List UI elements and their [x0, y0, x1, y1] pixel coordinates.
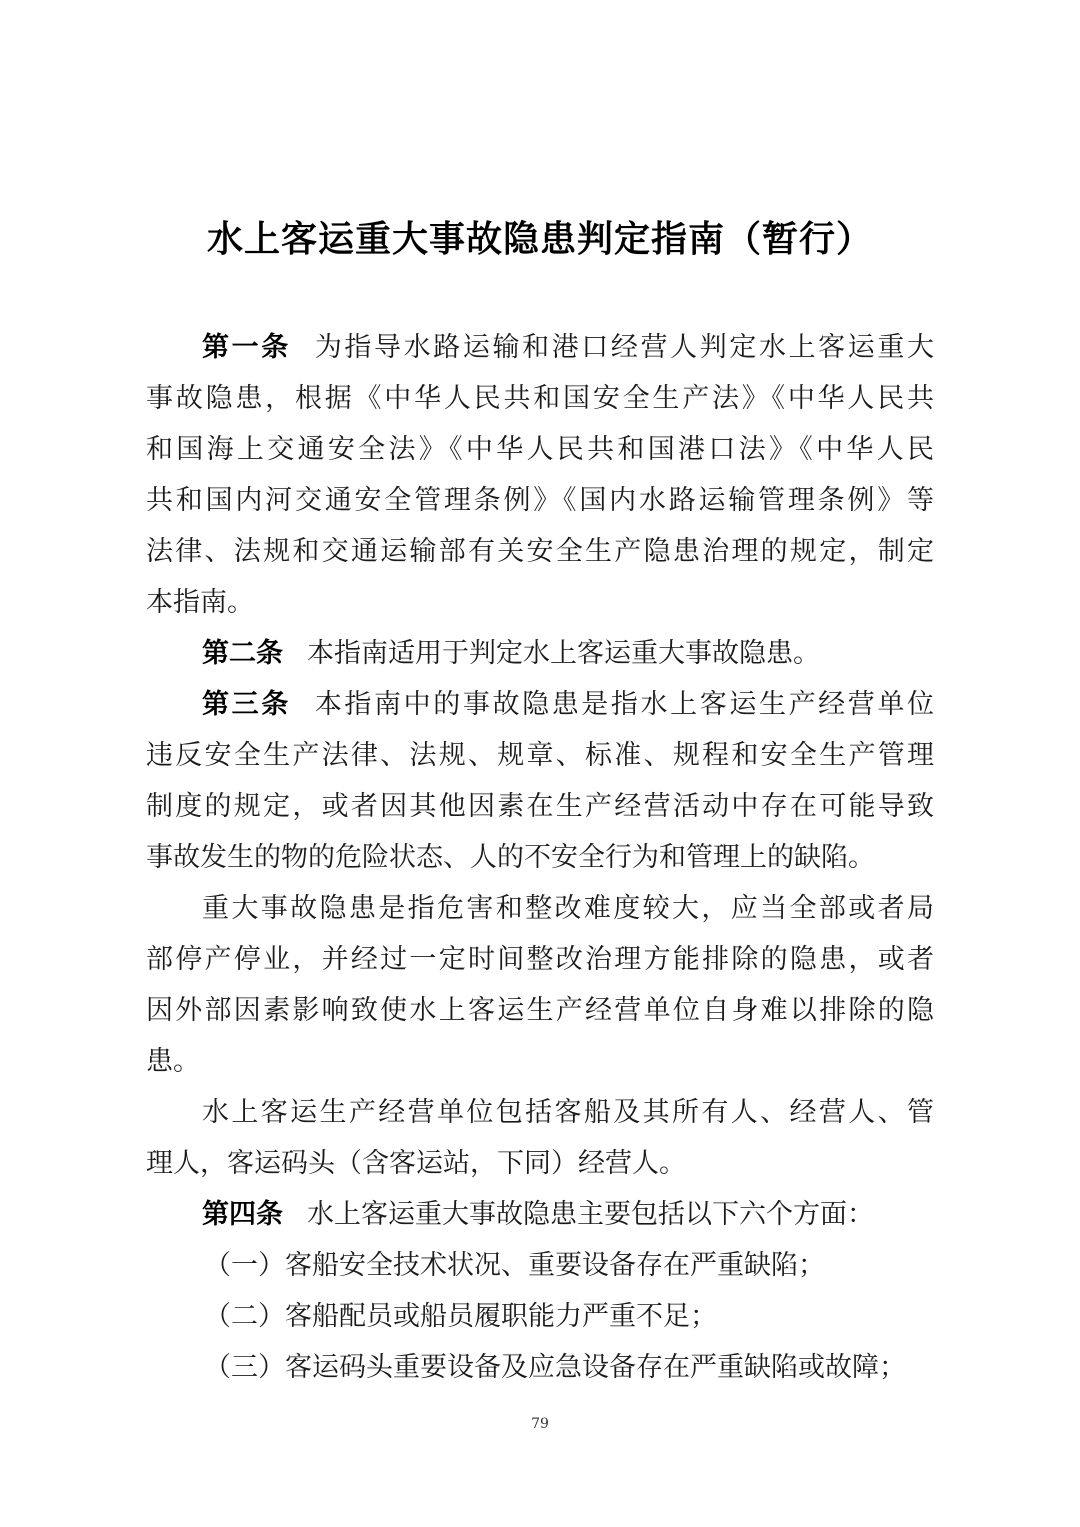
article-1-line-1 — [146, 322, 934, 373]
article-4-item-3: （三）客运码头重要设备及应急设备存在严重缺陷或故障； — [204, 1352, 906, 1383]
article-4-item-1: （一）客船安全技术状况、重要设备存在严重缺陷； — [204, 1250, 825, 1281]
article-2-line-1 — [146, 628, 934, 679]
article-3-line-1 — [146, 679, 934, 730]
article-4-line-1 — [146, 1189, 934, 1240]
article-1-line-3: 和国海上交通安全法》《中华人民共和国港口法》《中华人民 — [146, 434, 934, 465]
major-hazard-line-3: 因外部因素影响致使水上客运生产经营单位自身难以排除的隐 — [146, 995, 934, 1026]
article-2-text: 本指南适用于判定水上客运重大事故隐患。 — [307, 638, 820, 669]
units-line-2: 理人，客运码头（含客运站，下同）经营人。 — [146, 1148, 686, 1179]
document-body — [146, 322, 934, 1393]
article-1-line-4: 共和国内河交通安全管理条例》《国内水路运输管理条例》等 — [146, 485, 934, 516]
article-3-line-3: 制度的规定，或者因其他因素在生产经营活动中存在可能导致 — [146, 791, 934, 822]
major-hazard-line-4: 患。 — [146, 1046, 200, 1077]
article-3-line-4: 事故发生的物的危险状态、人的不安全行为和管理上的缺陷。 — [146, 842, 875, 873]
units-line-1: 水上客运生产经营单位包括客船及其所有人、经营人、管 — [202, 1097, 934, 1128]
article-1-text: 为指导水路运输和港口经营人判定水上客运重大 — [314, 332, 935, 363]
article-4-label: 第四条 — [202, 1199, 283, 1230]
article-1-line-6: 本指南。 — [146, 587, 254, 618]
article-1-line-2: 事故隐患，根据《中华人民共和国安全生产法》《中华人民共 — [146, 383, 934, 414]
article-3-text: 本指南中的事故隐患是指水上客运生产经营单位 — [314, 689, 935, 720]
major-hazard-line-1: 重大事故隐患是指危害和整改难度较大，应当全部或者局 — [202, 893, 934, 924]
article-4-text: 水上客运重大事故隐患主要包括以下六个方面： — [307, 1199, 874, 1230]
major-hazard-line-2: 部停产停业，并经过一定时间整改治理方能排除的隐患，或者 — [146, 944, 934, 975]
document-title: 水上客运重大事故隐患判定指南（暂行） — [206, 219, 873, 260]
page-number: 79 — [531, 1416, 549, 1432]
article-4-item-2: （二）客船配员或船员履职能力严重不足； — [204, 1301, 717, 1332]
article-1-line-5: 法律、法规和交通运输部有关安全生产隐患治理的规定，制定 — [146, 536, 934, 567]
article-3-label: 第三条 — [202, 689, 291, 720]
article-2-label: 第二条 — [202, 638, 283, 669]
article-1-label: 第一条 — [202, 332, 291, 363]
article-3-line-2: 违反安全生产法律、法规、规章、标准、规程和安全生产管理 — [146, 740, 934, 771]
